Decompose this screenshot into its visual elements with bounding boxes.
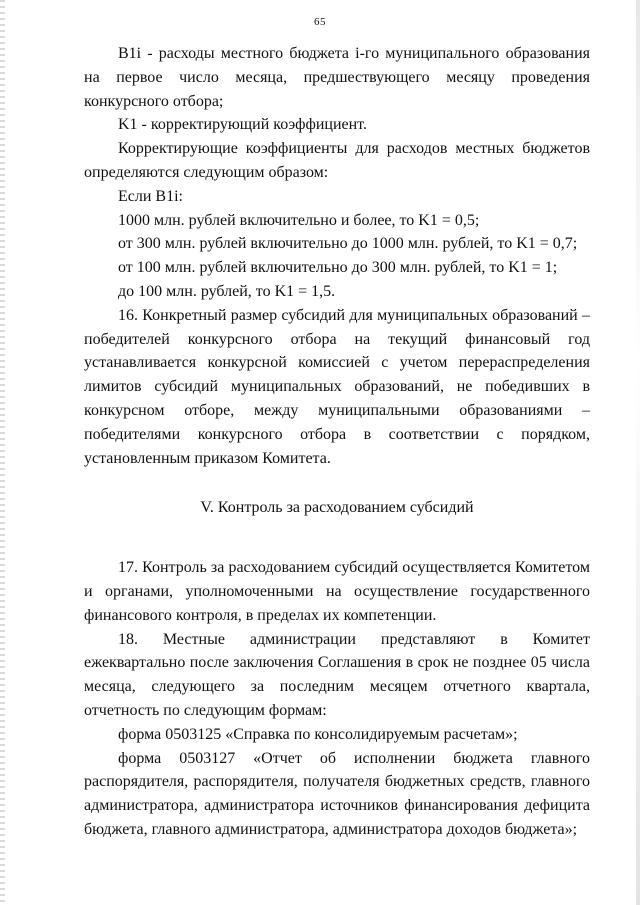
scan-edge-left [0,0,5,905]
list-item-form-0503125: форма 0503125 «Справка по консолидируемым расчетам»; [118,725,518,743]
scan-edge-right [636,0,640,905]
paragraph-coefficients-intro: Корректирующие коэффициенты для расходов местных бюджетов определяются следующим образом: [84,140,590,181]
list-item-coefficient-1: 1000 млн. рублей включительно и более, то K1 = 0,5; [118,211,480,229]
paragraph-16: 16. Конкретный размер субсидий для муниципальных образований – победителей конкурсного отбора на текущий финансовый год устанавливается конкурсной комиссией с учетом перераспределения лимитов субсидий муниципальных образований, не победивших в конкурсном отборе, между муниципальными образованиями – победителями конкурсного отбора в соответствии с порядком, установленным приказом Комитета. [84,306,590,467]
paragraph-b1i-definition: B1i - расходы местного бюджета i-го муниципального образования на первое число месяца, предшествующего месяцу проведения конкурсного отбора; [84,45,590,110]
list-item-coefficient-4: до 100 млн. рублей, то K1 = 1,5. [118,282,336,300]
paragraph-17: 17. Контроль за расходованием субсидий осуществляется Комитетом и органами, уполномоченными на осуществление государственного финансового контроля, в пределах их компетенции. [84,559,590,624]
paragraph-k1-definition: K1 - корректирующий коэффициент. [118,116,367,134]
page-number: 65 [314,16,326,28]
paragraph-if-b1i: Если B1i: [118,187,183,205]
list-item-coefficient-2: от 300 млн. рублей включительно до 1000 млн. рублей, то K1 = 0,7; [118,235,578,253]
list-item-form-0503127: форма 0503127 «Отчет об исполнении бюджета главного распорядителя, распорядителя, получателя бюджетных средств, главного администратора, администратора источников финансирования дефицита бюджета, главного администратора, администратора доходов бюджета»; [84,749,590,838]
section-heading: V. Контроль за расходованием субсидий [200,499,474,517]
document-body [84,42,590,842]
list-item-coefficient-3: от 100 млн. рублей включительно до 300 млн. рублей, то K1 = 1; [118,259,558,277]
paragraph-18: 18. Местные администрации представляют в Комитет ежеквартально после заключения Соглашения в срок не позднее 05 числа месяца, следующего за последним месяцем отчетного квартала, отчетность по следующим формам: [84,630,590,719]
